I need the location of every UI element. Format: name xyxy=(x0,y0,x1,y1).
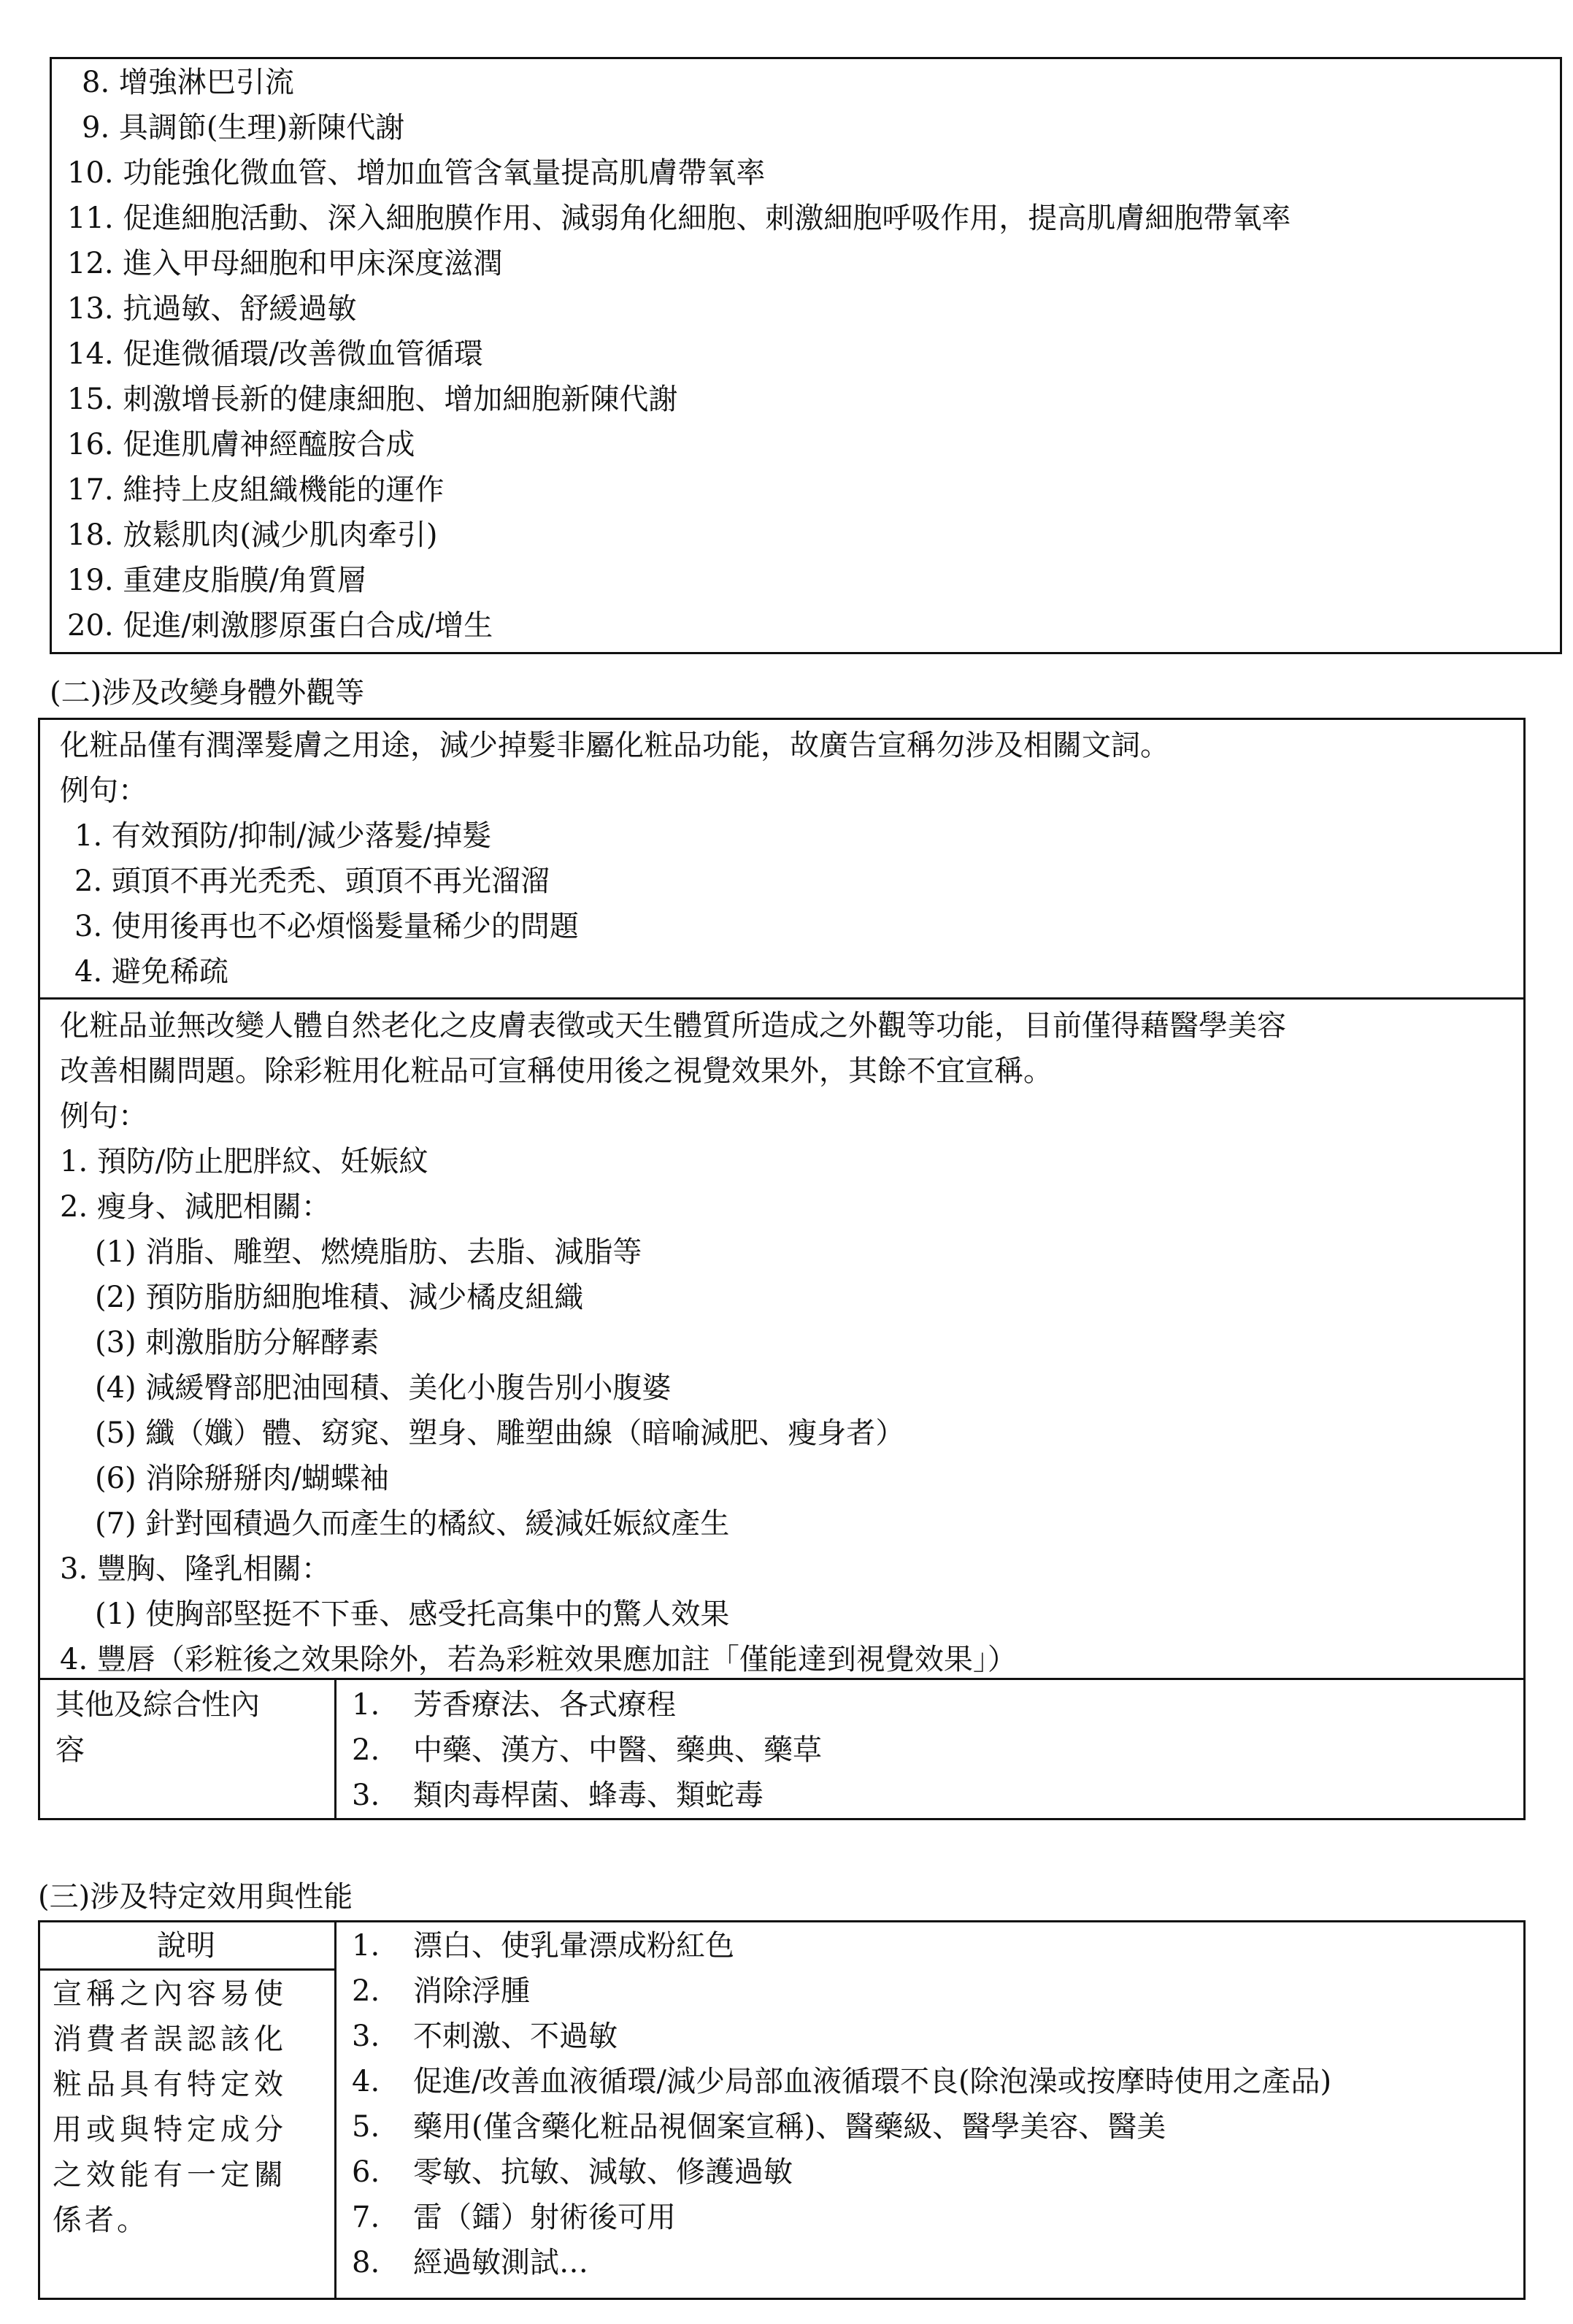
other-label-line2: 容 xyxy=(55,1733,85,1767)
block1-item: 2. 頭頂不再光禿禿、頭頂不再光溜溜 xyxy=(74,864,550,898)
section3-item-number: 2. xyxy=(352,1974,380,2008)
section3-item-text: 不刺激、不過敏 xyxy=(413,2020,618,2053)
section3-item-number: 5. xyxy=(352,2110,380,2144)
section3-label-divider xyxy=(38,1968,334,1971)
section1-item: 17. 維持上皮組織機能的運作 xyxy=(67,473,445,507)
block2-subitem: (3) 刺激脂肪分解酵素 xyxy=(95,1326,380,1359)
block1-item: 3. 使用後再也不必煩惱髮量稀少的問題 xyxy=(74,910,579,943)
block2-subitem: (1) 消脂、雕塑、燃燒脂肪、去脂、減脂等 xyxy=(95,1235,642,1269)
block2-item: 2. 瘦身、減肥相關： xyxy=(60,1190,331,1224)
block2-subitem: (4) 減緩臀部肥油囤積、美化小腹告別小腹婆 xyxy=(95,1371,672,1405)
block2-subitem: (2) 預防脂肪細胞堆積、減少橘皮組織 xyxy=(95,1281,584,1314)
section3-item-number: 8. xyxy=(352,2246,380,2279)
section3-item-text: 漂白、使乳暈漂成粉紅色 xyxy=(413,1929,734,1963)
block2-item: 3. 豐胸、隆乳相關： xyxy=(60,1552,331,1586)
block2-intro-line2: 改善相關問題。除彩粧用化粧品可宣稱使用後之視覺效果外，其餘不宜宣稱。 xyxy=(60,1054,1053,1088)
other-item-text: 芳香療法、各式療程 xyxy=(413,1688,676,1722)
section3-item-number: 6. xyxy=(352,2155,380,2189)
section3-label-line: 宣稱之內容易使 xyxy=(53,1977,288,2011)
section1-item: 18. 放鬆肌肉(減少肌肉牽引) xyxy=(67,518,438,552)
section3-item-text: 零敏、抗敏、減敏、修護過敏 xyxy=(413,2155,793,2189)
section3-vdivider xyxy=(334,1920,336,2300)
block1-item: 1. 有效預防/抑制/減少落髮/掉髮 xyxy=(74,819,492,853)
section2-heading: (二)涉及改變身體外觀等 xyxy=(50,676,365,710)
section3-item-number: 7. xyxy=(352,2201,380,2234)
section3-item-text: 消除浮腫 xyxy=(413,1974,530,2008)
section3-item-number: 3. xyxy=(352,2020,380,2053)
other-item-text: 中藥、漢方、中醫、藥典、藥草 xyxy=(413,1733,822,1767)
section3-label-line: 之效能有一定關 xyxy=(53,2158,288,2192)
section3-label-line: 粧品具有特定效 xyxy=(53,2068,288,2101)
block2-subitem: (7) 針對囤積過久而產生的橘紋、緩減妊娠紋產生 xyxy=(95,1507,730,1541)
section3-item-text: 藥用(僅含藥化粧品視個案宣稱)、醫藥級、醫學美容、醫美 xyxy=(413,2110,1166,2144)
section3-heading: (三)涉及特定效用與性能 xyxy=(38,1880,353,1914)
section3-item-number: 1. xyxy=(352,1929,380,1963)
section3-item-number: 4. xyxy=(352,2065,380,2098)
section3-label-line: 用或與特定成分 xyxy=(53,2113,288,2147)
block1-example-label: 例句： xyxy=(60,774,147,808)
section1-item: 10. 功能強化微血管、增加血管含氧量提高肌膚帶氧率 xyxy=(67,156,766,190)
block2-example-label: 例句： xyxy=(60,1100,147,1133)
block2-item: 4. 豐唇（彩粧後之效果除外，若為彩粧效果應加註「僅能達到視覺效果」） xyxy=(60,1643,1017,1676)
section3-label-line: 係者。 xyxy=(53,2204,149,2237)
block2-subitem: (6) 消除掰掰肉/蝴蝶袖 xyxy=(95,1462,389,1495)
section3-label-header: 說明 xyxy=(157,1929,215,1963)
section1-item: 9. 具調節(生理)新陳代謝 xyxy=(82,111,405,145)
block2-subitem: (1) 使胸部堅挺不下垂、感受托高集中的驚人效果 xyxy=(95,1598,730,1631)
section1-item: 11. 促進細胞活動、深入細胞膜作用、減弱角化細胞、刺激細胞呼吸作用，提高肌膚細胞帶氧率 xyxy=(67,202,1291,235)
section3-item-text: 經過敏測試… xyxy=(413,2246,588,2279)
other-item-number: 2. xyxy=(352,1733,380,1767)
section1-item: 12. 進入甲母細胞和甲床深度滋潤 xyxy=(67,247,503,280)
section1-item: 20. 促進/刺激膠原蛋白合成/增生 xyxy=(67,609,493,643)
section1-item: 19. 重建皮脂膜/角質層 xyxy=(67,564,366,597)
section1-item: 13. 抗過敏、舒緩過敏 xyxy=(67,292,357,326)
section2-divider-1 xyxy=(38,997,1526,1000)
block2-subitem: (5) 纖（孅）體、窈窕、塑身、雕塑曲線（暗喻減肥、瘦身者） xyxy=(95,1416,905,1450)
other-item-number: 1. xyxy=(352,1688,380,1722)
section3-item-text: 雷（鐳）射術後可用 xyxy=(413,2201,676,2234)
section1-item: 8. 增強淋巴引流 xyxy=(82,66,294,99)
section3-label-line: 消費者誤認該化 xyxy=(53,2022,288,2056)
section1-item: 15. 刺激增長新的健康細胞、增加細胞新陳代謝 xyxy=(67,383,678,416)
block2-intro-line1: 化粧品並無改變人體自然老化之皮膚表徵或天生體質所造成之外觀等功能，目前僅得藉醫學美容 xyxy=(60,1009,1286,1043)
section1-item: 16. 促進肌膚神經醯胺合成 xyxy=(67,428,415,461)
other-item-number: 3. xyxy=(352,1779,380,1812)
other-item-text: 類肉毒桿菌、蜂毒、類蛇毒 xyxy=(413,1779,764,1812)
section2-other-vdivider xyxy=(334,1678,336,1820)
section1-item: 14. 促進微循環/改善微血管循環 xyxy=(67,337,483,371)
other-label-line1: 其他及綜合性內 xyxy=(55,1688,260,1722)
block2-item: 1. 預防/防止肥胖紋、妊娠紋 xyxy=(60,1145,428,1178)
block1-item: 4. 避免稀疏 xyxy=(74,955,228,989)
section3-item-text: 促進/改善血液循環/減少局部血液循環不良(除泡澡或按摩時使用之產品) xyxy=(413,2065,1332,2098)
block1-intro: 化粧品僅有潤澤髮膚之用途，減少掉髮非屬化粧品功能，故廣告宣稱勿涉及相關文詞。 xyxy=(60,729,1169,762)
